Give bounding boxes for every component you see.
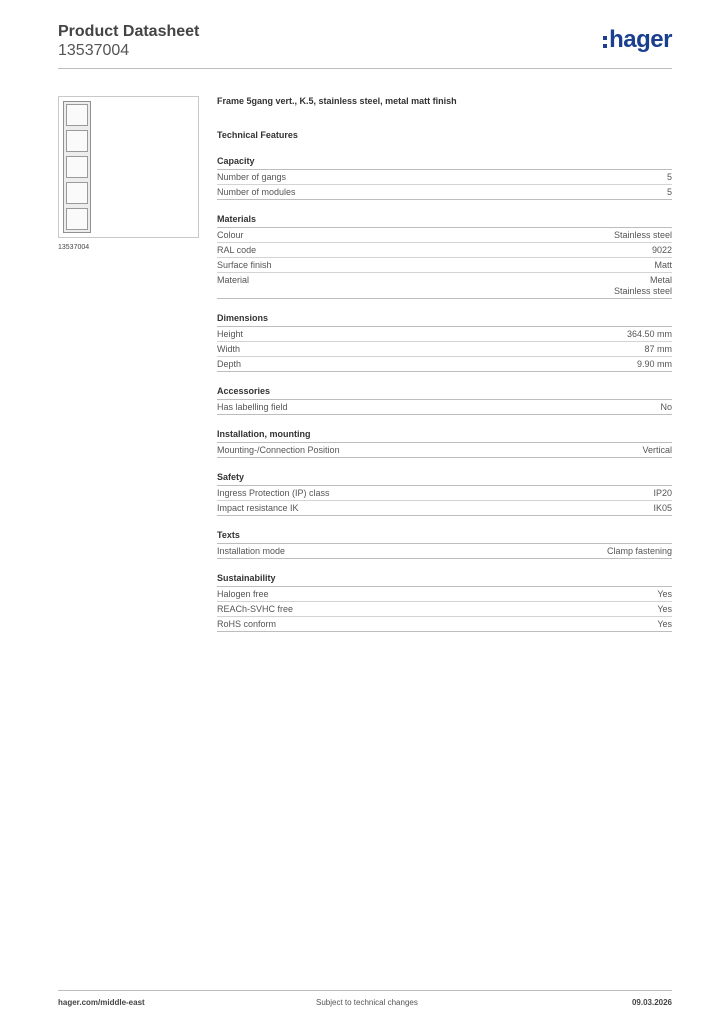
- spec-label: Impact resistance IK: [217, 503, 299, 513]
- spec-section: [217, 472, 672, 516]
- spec-label: Depth: [217, 359, 242, 369]
- logo-dots-icon: [603, 36, 607, 48]
- spec-value: Stainless steel: [613, 230, 672, 240]
- spec-value: Matt: [654, 260, 672, 270]
- spec-row: [217, 587, 672, 602]
- spec-value: No: [660, 402, 672, 412]
- product-description: Frame 5gang vert., K.5, stainless steel, metal matt finish: [217, 96, 457, 106]
- spec-value: Yes: [657, 604, 672, 614]
- spec-label: Colour: [217, 230, 244, 240]
- spec-label: Material: [217, 275, 250, 285]
- spec-row: [217, 342, 672, 357]
- spec-value: 364.50 mm: [626, 329, 672, 339]
- frame-slot: [66, 208, 88, 230]
- spec-row: [217, 544, 672, 559]
- spec-value: Vertical: [642, 445, 672, 455]
- page-header: [58, 22, 672, 60]
- spec-row: [217, 327, 672, 342]
- spec-row: [217, 617, 672, 632]
- spec-row: [217, 357, 672, 372]
- spec-row: [217, 602, 672, 617]
- section-title: Installation, mounting: [217, 429, 672, 443]
- frame-slot: [66, 104, 88, 126]
- datasheet-content: [217, 96, 672, 632]
- spec-label: Mounting-/Connection Position: [217, 445, 340, 455]
- spec-row: [217, 170, 672, 185]
- spec-row: [217, 273, 672, 299]
- spec-label: Number of gangs: [217, 172, 287, 182]
- footer-website: hager.com/middle-east: [58, 998, 145, 1007]
- spec-row: [217, 228, 672, 243]
- section-title: Materials: [217, 214, 672, 228]
- spec-value: 9022: [651, 245, 672, 255]
- spec-section: [217, 214, 672, 299]
- section-title: Accessories: [217, 386, 672, 400]
- footer-note: Subject to technical changes: [316, 998, 418, 1007]
- spec-label: Installation mode: [217, 546, 286, 556]
- section-title: Dimensions: [217, 313, 672, 327]
- spec-value: 87 mm: [644, 344, 672, 354]
- product-number: 13537004: [58, 42, 130, 59]
- image-caption: 13537004: [58, 244, 90, 251]
- spec-label: RAL code: [217, 245, 257, 255]
- spec-value: 9.90 mm: [636, 359, 672, 369]
- spec-value: IK05: [653, 503, 672, 513]
- frame-slot: [66, 182, 88, 204]
- frame-5gang-icon: [63, 101, 91, 233]
- spec-value: Yes: [657, 589, 672, 599]
- spec-section: [217, 386, 672, 415]
- section-title: Texts: [217, 530, 672, 544]
- spec-row: [217, 443, 672, 458]
- spec-value: IP20: [653, 488, 672, 498]
- spec-value: 5: [666, 172, 672, 182]
- spec-label: RoHS conform: [217, 619, 277, 629]
- technical-features-heading: Technical Features: [217, 130, 298, 140]
- spec-value: Yes: [657, 619, 672, 629]
- section-title: Capacity: [217, 156, 672, 170]
- product-image: [58, 96, 199, 238]
- spec-value: Metal Stainless steel: [613, 275, 672, 296]
- spec-label: Width: [217, 344, 241, 354]
- spec-row: [217, 501, 672, 516]
- spec-row: [217, 258, 672, 273]
- spec-label: Height: [217, 329, 244, 339]
- spec-label: Number of modules: [217, 187, 296, 197]
- spec-value: 5: [666, 187, 672, 197]
- feature-sections: [217, 156, 672, 632]
- spec-label: Ingress Protection (IP) class: [217, 488, 330, 498]
- header-divider: [58, 68, 672, 69]
- spec-row: [217, 243, 672, 258]
- section-title: Safety: [217, 472, 672, 486]
- frame-slot: [66, 130, 88, 152]
- logo-text: hager: [609, 26, 672, 53]
- spec-section: [217, 530, 672, 559]
- spec-row: [217, 185, 672, 200]
- spec-label: Surface finish: [217, 260, 272, 270]
- page-title: Product Datasheet: [58, 23, 200, 40]
- spec-section: [217, 429, 672, 458]
- spec-value: Clamp fastening: [606, 546, 672, 556]
- hager-logo: [603, 26, 672, 54]
- spec-label: REACh-SVHC free: [217, 604, 294, 614]
- spec-label: Halogen free: [217, 589, 269, 599]
- section-title: Sustainability: [217, 573, 672, 587]
- spec-row: [217, 400, 672, 415]
- spec-section: [217, 156, 672, 200]
- footer-date: 09.03.2026: [631, 998, 672, 1007]
- spec-label: Has labelling field: [217, 402, 288, 412]
- frame-slot: [66, 156, 88, 178]
- spec-section: [217, 313, 672, 372]
- spec-section: [217, 573, 672, 632]
- footer-divider: [58, 990, 672, 991]
- spec-row: [217, 486, 672, 501]
